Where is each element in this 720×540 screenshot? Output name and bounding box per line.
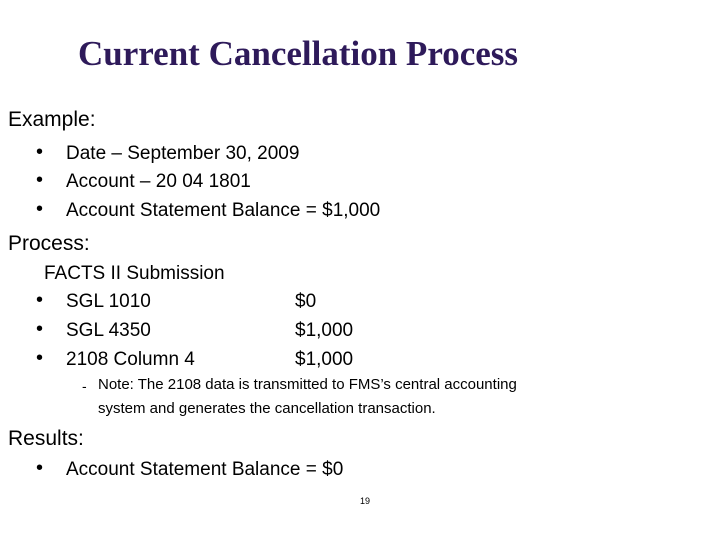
bullet-icon: • [36, 318, 44, 340]
example-heading: Example: [8, 108, 96, 131]
bullet-icon: • [36, 169, 44, 191]
slide-title: Current Cancellation Process [78, 34, 519, 73]
process-heading: Process: [8, 232, 90, 255]
page-number: 19 [360, 496, 371, 506]
bullet-icon: • [36, 457, 44, 479]
note-line-2: system and generates the cancellation transaction. [98, 400, 436, 417]
process-row-amount: $0 [295, 291, 317, 312]
bullet-icon: • [36, 347, 44, 369]
example-item-date: Date – September 30, 2009 [66, 143, 300, 164]
results-item-balance: Account Statement Balance = $0 [66, 459, 344, 480]
process-row-amount: $1,000 [295, 320, 354, 341]
process-row-label: SGL 4350 [66, 320, 151, 341]
bullet-icon: • [36, 289, 44, 311]
results-heading: Results: [8, 427, 84, 450]
bullet-icon: • [36, 198, 44, 220]
process-row-amount: $1,000 [295, 349, 354, 370]
process-row-label: SGL 1010 [66, 291, 151, 312]
dash-bullet-icon: - [82, 378, 87, 394]
note-line-1: Note: The 2108 data is transmitted to FMS’s central accounting [98, 376, 517, 393]
process-subheading: FACTS II Submission [44, 263, 225, 284]
example-item-balance: Account Statement Balance = $1,000 [66, 200, 381, 221]
example-item-account: Account – 20 04 1801 [66, 171, 251, 192]
process-row-label: 2108 Column 4 [66, 349, 195, 370]
bullet-icon: • [36, 141, 44, 163]
